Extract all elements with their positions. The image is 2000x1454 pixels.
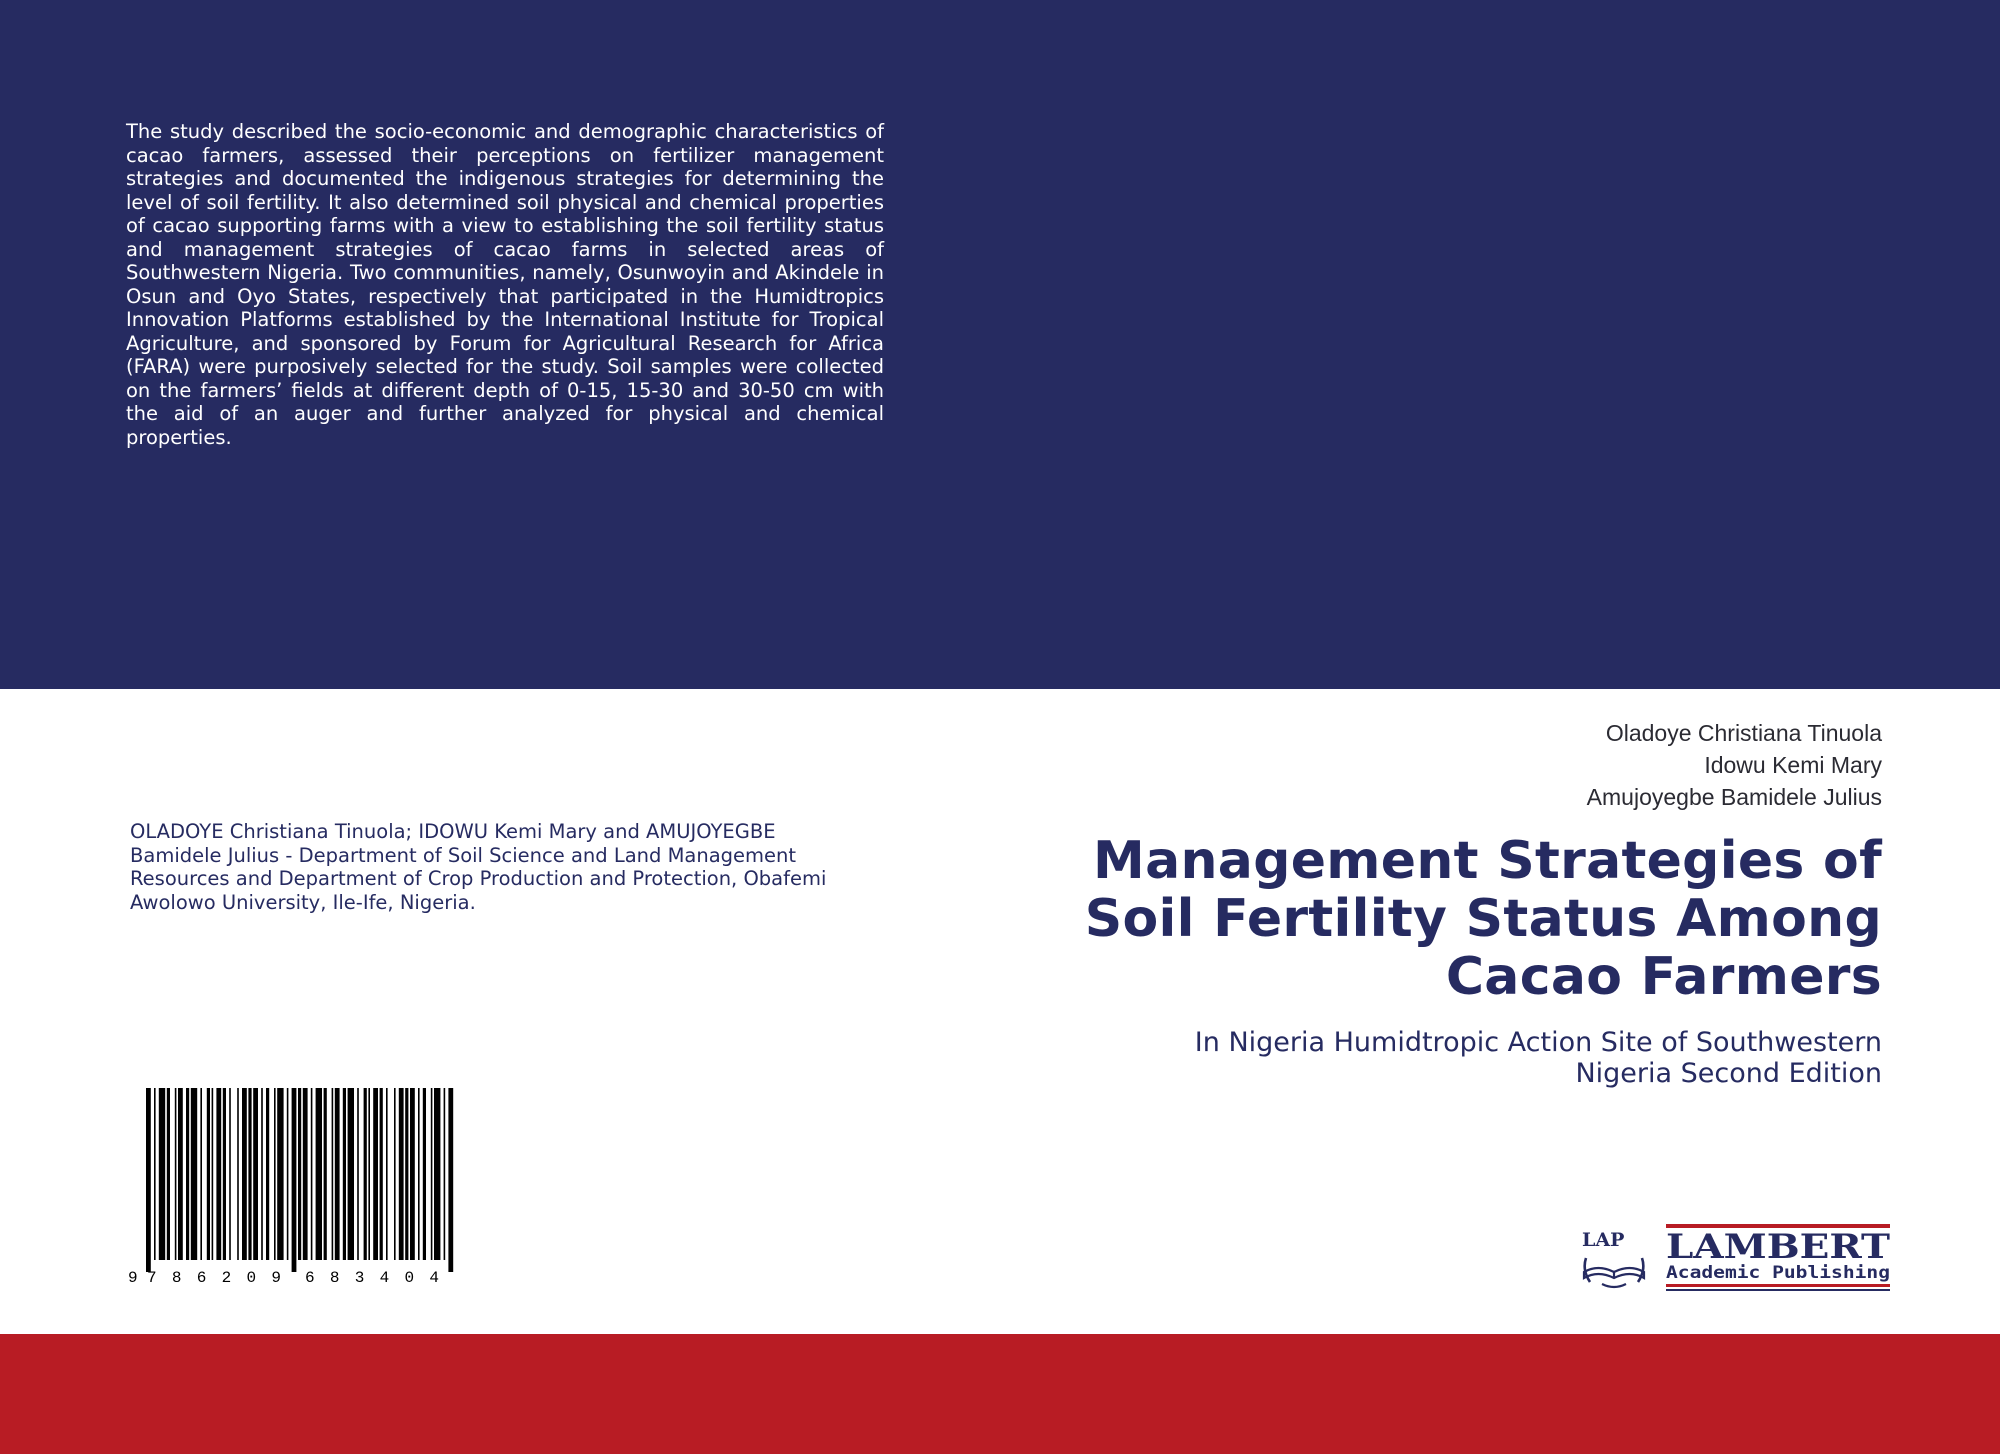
barcode-bar xyxy=(394,1088,396,1260)
author-list xyxy=(1182,717,1882,813)
logo-bottom-rule xyxy=(1666,1289,1890,1291)
book-title xyxy=(1082,832,1882,1006)
barcode-bar xyxy=(348,1088,354,1260)
barcode-bar xyxy=(242,1088,247,1260)
title-line: Cacao Farmers xyxy=(1445,947,1882,1007)
barcode-digits-right: 683404 xyxy=(305,1269,439,1286)
barcode-bar xyxy=(410,1088,415,1260)
barcode-bar xyxy=(343,1088,346,1260)
barcode-bar xyxy=(154,1088,156,1260)
author-name: Amujoyegbe Bamidele Julius xyxy=(1586,784,1882,810)
barcode-bar xyxy=(207,1088,210,1260)
barcode-bar xyxy=(373,1088,378,1260)
barcode-bar xyxy=(386,1088,388,1260)
barcode-bar xyxy=(316,1088,322,1260)
barcode-bar xyxy=(237,1088,239,1260)
barcode-bar xyxy=(178,1088,183,1260)
barcode-bar xyxy=(253,1088,258,1260)
barcode-bar xyxy=(324,1088,327,1260)
subtitle-line: Nigeria Second Edition xyxy=(1575,1058,1882,1089)
barcode-bar xyxy=(431,1088,433,1260)
barcode-bar xyxy=(332,1088,334,1260)
barcode-bar xyxy=(335,1088,340,1260)
barcode-digits-left: 786209 xyxy=(147,1269,281,1286)
barcode-bar xyxy=(159,1088,165,1260)
barcode-bar xyxy=(311,1088,313,1260)
barcode-bar xyxy=(229,1088,231,1260)
bottom-red-band xyxy=(0,1334,2000,1454)
author-affiliation: OLADOYE Christiana Tinuola; IDOWU Kemi Mary and AMUJOYEGBE Bamidele Julius - Department of Soil Science and Land Management Resources and Department of Crop Production and Protection, Obafemi Awolowo University, Ile-Ife, Nigeria. xyxy=(130,820,827,914)
barcode-bar xyxy=(303,1088,308,1260)
lambert-publisher-logo xyxy=(1580,1222,1892,1294)
author-name: Oladoye Christiana Tinuola xyxy=(1605,720,1882,746)
publisher-tagline: Academic Publishing xyxy=(1666,1263,1890,1283)
barcode-bar xyxy=(175,1088,177,1260)
book-subtitle xyxy=(1082,1027,1882,1089)
barcode-digit-lead: 9 xyxy=(128,1269,138,1286)
barcode-bar xyxy=(167,1088,170,1260)
barcode-bar xyxy=(368,1088,370,1260)
title-line: Soil Fertility Status Among xyxy=(1084,889,1882,949)
barcode-bar xyxy=(277,1088,283,1260)
barcode-bars xyxy=(146,1088,453,1272)
logo-bottom-rule xyxy=(1666,1284,1890,1287)
barcode-bar xyxy=(248,1088,251,1260)
barcode-bar xyxy=(191,1088,197,1260)
barcode-bar xyxy=(444,1088,446,1260)
barcode-bar xyxy=(405,1088,408,1260)
barcode-bar xyxy=(212,1088,214,1260)
barcode-bar xyxy=(418,1088,420,1260)
subtitle-line: In Nigeria Humidtropic Action Site of Southwestern xyxy=(1194,1027,1882,1058)
title-line: Management Strategies of xyxy=(1093,831,1882,891)
barcode-bar xyxy=(298,1088,301,1260)
barcode-bar xyxy=(434,1088,440,1260)
barcode-bar xyxy=(146,1088,151,1272)
barcode-bar xyxy=(223,1088,226,1260)
barcode-bar xyxy=(216,1088,221,1260)
barcode-bar xyxy=(261,1088,263,1260)
barcode-bar xyxy=(364,1088,367,1260)
publisher-mark: LAP xyxy=(1582,1229,1625,1251)
publisher-name: LAMBERT xyxy=(1666,1227,1890,1267)
barcode-bar xyxy=(357,1088,359,1260)
barcode-bar xyxy=(292,1088,297,1272)
barcode-bar xyxy=(200,1088,202,1260)
book-emblem-icon xyxy=(1584,1258,1644,1287)
barcode-bar xyxy=(399,1088,404,1260)
isbn-barcode xyxy=(128,1088,454,1286)
barcode-bar xyxy=(448,1088,453,1272)
barcode-bar xyxy=(274,1088,276,1260)
barcode-bar xyxy=(423,1088,426,1260)
barcode-bar xyxy=(266,1088,269,1260)
barcode-bar xyxy=(287,1088,289,1260)
barcode-bar xyxy=(186,1088,189,1260)
barcode-bar xyxy=(380,1088,383,1260)
back-cover-blurb: The study described the socio-economic and demographic characteristics of cacao farmers, assessed their perceptions on fertilizer management strategies and documented the indigenous strategies for determining the level of soil fertility. It also determined soil physical and chemical properties of cacao supporting farms with a view to establishing the soil fertility status and management strategies of cacao farms in selected areas of Southwestern Nigeria. Two communities, namely, Osunwoyin and Akindele in Osun and Oyo States, respectively that participated in the Humidtropics Innovation Platforms established by the International Institute for Tropical Agriculture, and sponsored by Forum for Agricultural Research for Africa (FARA) were purposively selected for the study. Soil samples were collected on the farmers’ fields at different depth of 0-15, 15-30 and 30-50 cm with the aid of an auger and further analyzed for physical and chemical properties. xyxy=(126,120,884,449)
author-name: Idowu Kemi Mary xyxy=(1704,752,1882,778)
